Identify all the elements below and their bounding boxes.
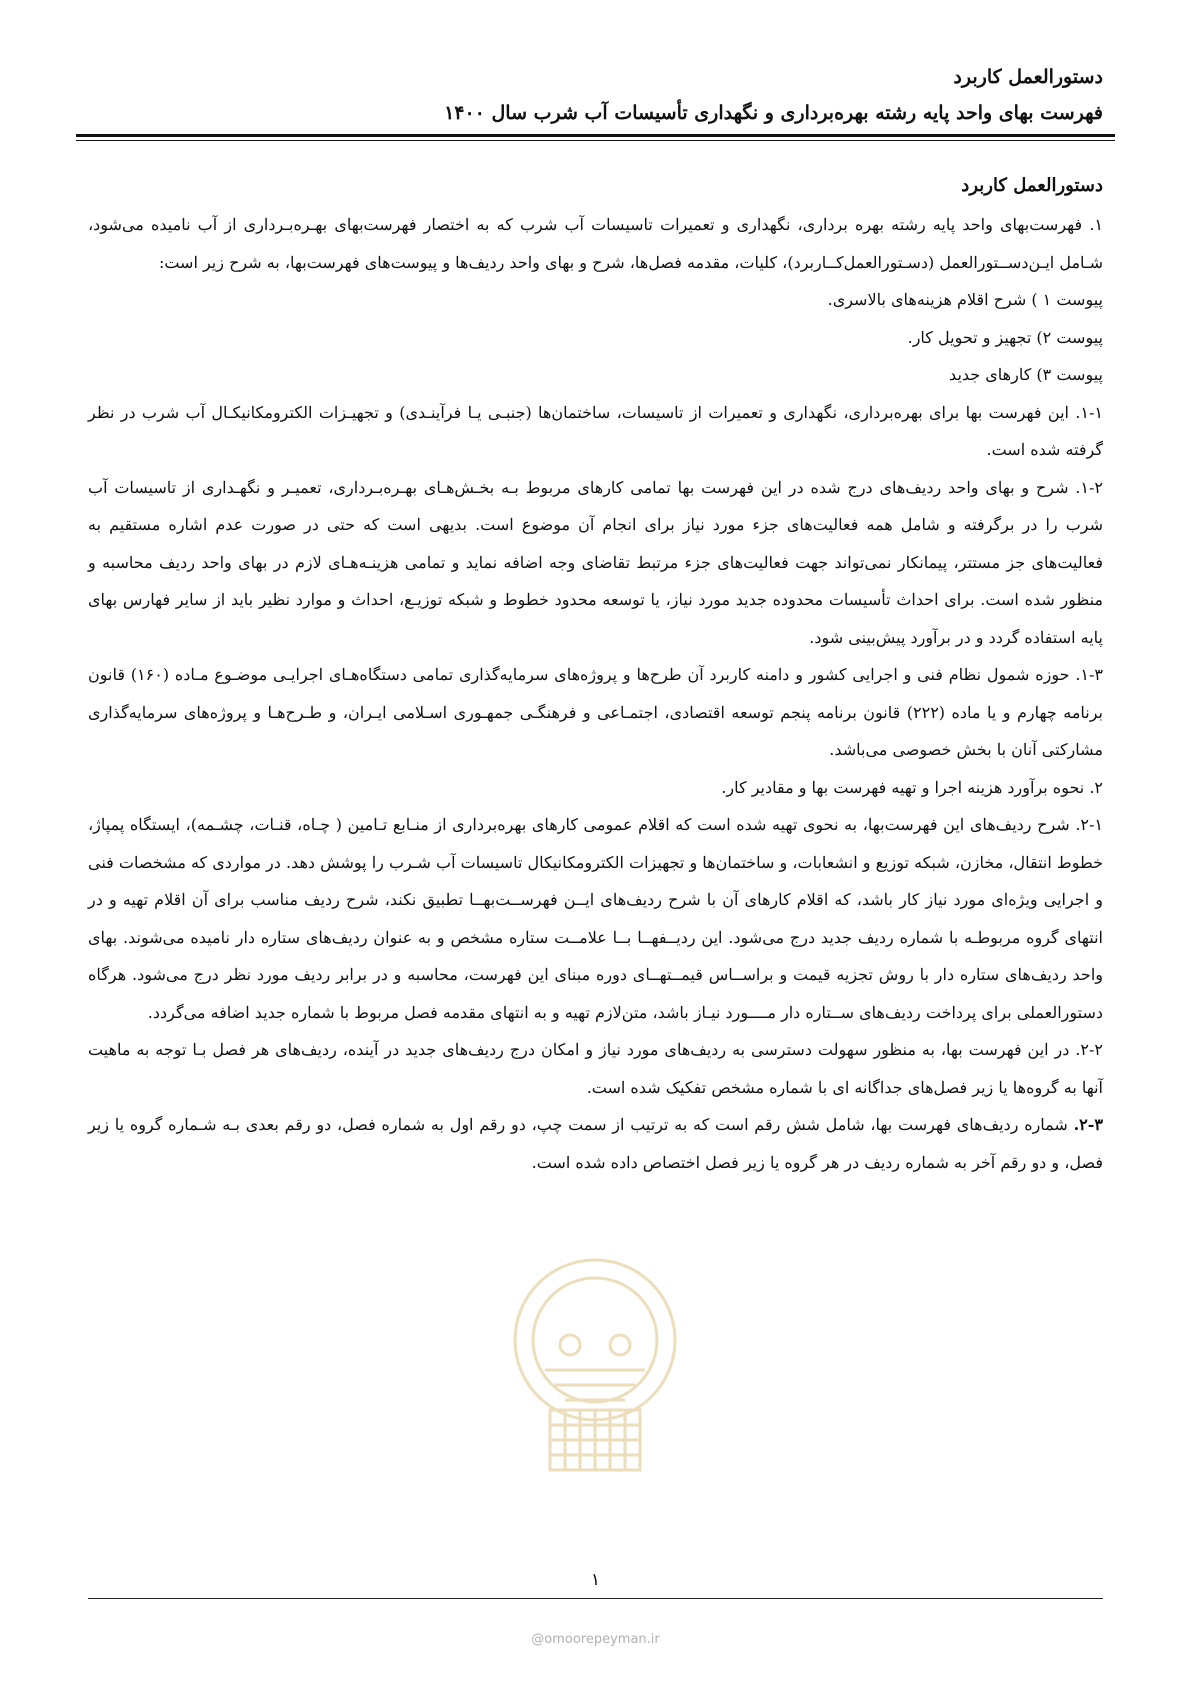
paragraph-1-1: ۱-۱. این فهرست بها برای بهره‌برداری، نگهداری و تعمیرات از تاسیسات، ساختمان‌ها (جنبـی یـا فرآینـدی) و تجهیـزات الکترومکانیکـال آب شرب در نظر گرفته شده است. <box>88 402 1103 459</box>
paragraph-2-1: ۲-۱. شرح ردیف‌های این فهرست‌بها، به نحوی تهیه شده است که اقلام عمومی کارهای بهره‌برداری از منـابع تـامین ( چـاه، قنـات، چشـمه)، ایستگاه پمپاژ، خطوط انتقال، مخازن، شبکه توزیع و انشعابات، و ساختمان‌ها و تجهیزات الکترومکانیکال تاسیسات آب شـرب را پوشش دهد. در مواردی که مشخصات فنی و اجرایی ویژه‌ای مورد نیاز کار باشد، که اقلام کارهای آن با شرح ردیف‌های ایــن فهرســت‌بهــا تطبیق نکند، شرح ردیف مناسب برای آن اقلام تهیه و در انتهای گروه مربوطـه با شماره ردیف جدید درج می‌شود. این ردیــفهــا بــا علامــت ستاره مشخص و به عنوان ردیف‌های ستاره دار نامیده می‌شوند. بهای واحد ردیف‌های ستاره دار با روش تجزیه قیمت و براســاس قیمــتهــای دوره مبنای این فهرست، محاسبه و در برابر ردیف مورد نظر درج می‌شود. هرگاه دستورالعملی برای پرداخت ردیف‌های ســتاره دار مــــورد نیـاز باشد، متن‌لازم تهیه و به انتهای مقدمه فصل مربوط با شماره جدید اضافه می‌گردد. <box>88 815 1103 1022</box>
paragraph-2-3-number: ۲-۳. <box>1073 1115 1103 1134</box>
footer-rule <box>88 1598 1103 1599</box>
header-title: دستورالعمل کاربرد <box>953 66 1103 88</box>
paragraph-2: ۲. نحوه برآورد هزینه اجرا و تهیه فهرست بها و مقادیر کار. <box>721 777 1103 797</box>
appendix-2: پیوست ۲) تجهیز و تحویل کار. <box>907 327 1103 347</box>
header-subtitle: فهرست بهای واحد پایه رشته بهره‌برداری و نگهداری تأسیسات آب شرب سال ۱۴۰۰ <box>444 102 1103 124</box>
appendix-1: پیوست ۱ ) شرح اقلام هزینه‌های بالاسری. <box>827 290 1103 309</box>
paragraph-2-3 <box>88 1106 1103 1181</box>
appendix-3: پیوست ۳) کارهای جدید <box>949 365 1103 384</box>
header-rule-thick <box>76 134 1115 137</box>
paragraph-1-3: ۱-۳. حوزه شمول نظام فنی و اجرایی کشور و دامنه کاربرد آن طرح‌ها و پروژه‌های سرمایه‌گذاری تمامی دستگاه‌هـای اجرایـی موضـوع مـاده (۱۶۰) قانون برنامه چهارم و یا ماده (۲۲۲) قانون برنامه پنجم توسعه اقتصادی، اجتمـاعی و فرهنگـی جمهـوری اسـلامی ایـران، و طـرح‌هـا و پروژه‌های سرمایه‌گذاری مشارکتی آنان با بخش خصوصی می‌باشد. <box>88 665 1104 759</box>
page-header <box>88 62 1103 128</box>
document-body <box>88 170 1103 1181</box>
paragraph-2-3-text: شماره ردیف‌های فهرست بها، شامل شش رقم است که به ترتیب از سمت چپ، دو رقم اول به شماره فصل، دو رقم بعدی بـه شـماره گروه یا زیر فصل، و دو رقم آخر به شماره ردیف در هر گروه یا زیر فصل اختصاص داده شده است. <box>88 1115 1103 1172</box>
paragraph-2-2: ۲-۲. در این فهرست بها، به منظور سهولت دسترسی به ردیف‌های مورد نیاز و امکان درج ردیف‌های جدید در آینده، ردیف‌های هر فصل بـا توجه به ماهیت آنها به گروه‌ها یا زیر فصل‌های جداگانه ای با شماره مشخص تفکیک شده است. <box>88 1040 1103 1097</box>
section-title: دستورالعمل کاربرد <box>961 175 1103 196</box>
paragraph-1-2: ۱-۲. شرح و بهای واحد ردیف‌های درج شده در این فهرست بها تمامی کارهای مربوط بـه بخـش‌هـای بهـره‌بـرداری، تعمیـر و نگهـداری از تاسیسات آب شرب را در برگرفته و شامل همه فعالیت‌های جزء مورد نیاز برای انجام آن موضوع است. بدیهی است که حتی در صورت عدم اشاره مستقیم به فعالیت‌های جز مستتر، پیمانکار نمی‌تواند جهت فعالیت‌های جزء مرتبط تقاضای وجه اضافه نماید و تمامی هزینـه‌هـای لازم در بهای واحد ردیف محاسبه و منظور شده است. برای احداث تأسیسات محدوده جدید مورد نیاز، یا توسعه محدود خطوط و شبکه توزیـع، احداث و موارد نظیر باید از سایر فهارس بهای پایه استفاده گردد و در برآورد پیش‌بینی شود. <box>88 477 1103 647</box>
watermark-seal-icon <box>505 1250 685 1490</box>
page-number: ۱ <box>590 1570 601 1590</box>
header-rule-thin <box>76 140 1115 141</box>
footer-site: @omoorepeyman.ir <box>531 1632 660 1647</box>
paragraph-1: ۱. فهرست‌بهای واحد پایه رشته بهره برداری، نگهداری و تعمیرات تاسیسات آب شرب که به اختصار فهرست‌بهای بهـره‌بـرداری از آب نامیده می‌شود، شـامل ایـن‌دســتورالعمل (دسـتورالعمل‌کــاربرد)، کلیات، مقدمه فصل‌ها، شرح و بهای واحد ردیف‌ها و پیوست‌های فهرست‌بها، به شرح زیر است: <box>88 215 1104 272</box>
